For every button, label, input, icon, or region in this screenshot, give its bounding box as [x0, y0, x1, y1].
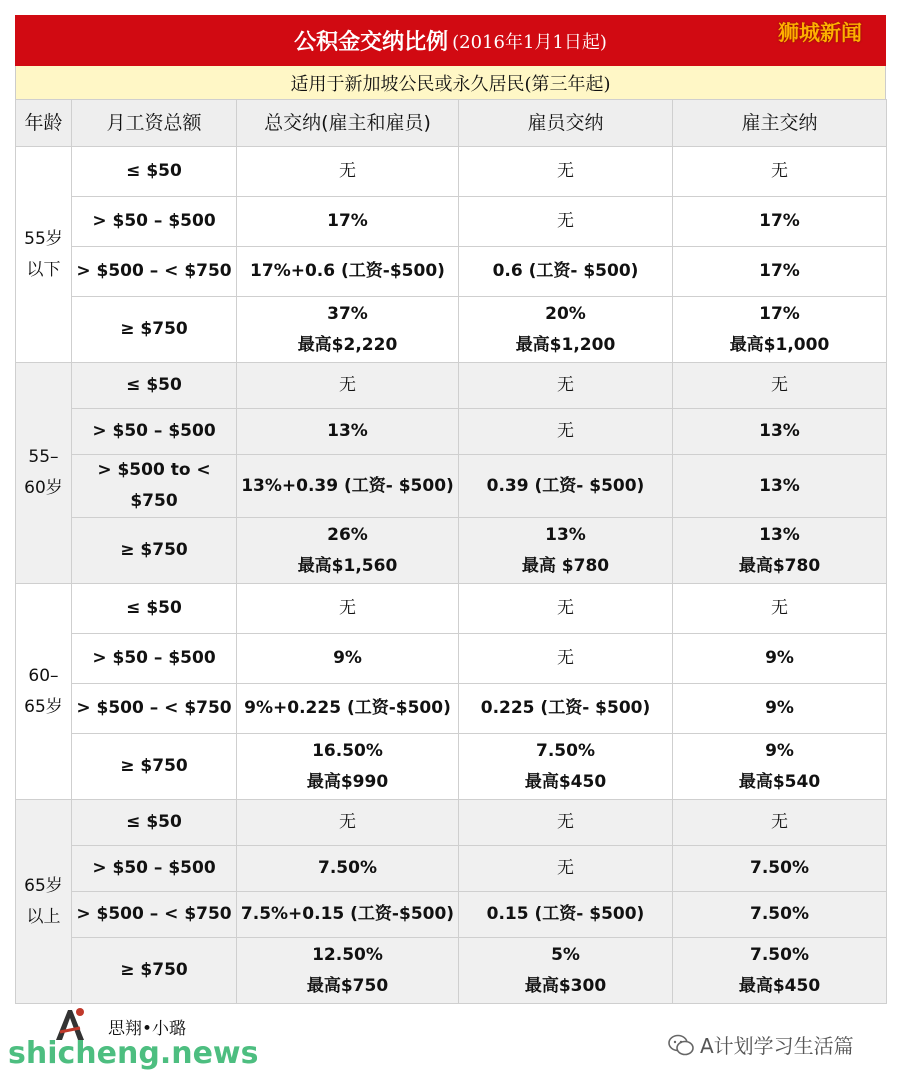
header-employee: 雇员交纳: [459, 100, 673, 147]
table-row: [16, 409, 887, 455]
wage-cell: > $500 – < $750: [72, 247, 237, 297]
table-row: [16, 734, 887, 800]
total-value: 最高$1,560: [297, 555, 398, 576]
table-row: [16, 247, 887, 297]
employer-value: 9%: [765, 698, 794, 718]
age-group: [16, 800, 887, 1004]
age-group: [16, 363, 887, 584]
employer-value: 9%: [765, 648, 794, 668]
employer-cell: [673, 684, 887, 734]
age-group: [16, 584, 887, 800]
employer-cell: [673, 518, 887, 584]
total-cell: [237, 634, 459, 684]
employer-cell: [673, 455, 887, 518]
employer-cell: [673, 247, 887, 297]
total-cell: [237, 892, 459, 938]
employee-value: 无: [557, 211, 574, 231]
total-value: 无: [339, 812, 356, 832]
total-value: 最高$2,220: [297, 334, 398, 355]
footer-signature: 思翔•小璐: [108, 1019, 187, 1039]
employee-value: 7.50%: [536, 740, 595, 761]
wage-cell: > $500 – < $750: [72, 684, 237, 734]
employee-cell: [459, 734, 673, 800]
employer-value: 7.50%: [750, 858, 809, 878]
wage-cell: ≤ $50: [72, 584, 237, 634]
age-cell: [16, 147, 72, 363]
total-value: 12.50%: [312, 944, 383, 965]
employer-cell: [673, 147, 887, 197]
total-cell: [237, 455, 459, 518]
employer-cell: [673, 197, 887, 247]
site-watermark: shicheng.news: [8, 1036, 259, 1071]
age-label: 60–: [28, 665, 59, 686]
employer-value: 无: [771, 812, 788, 832]
employee-cell: [459, 247, 673, 297]
employee-cell: [459, 297, 673, 363]
total-cell: [237, 363, 459, 409]
wechat-account-name: A计划学习生活篇: [700, 1034, 854, 1058]
wage-cell: > $50 – $500: [72, 846, 237, 892]
employee-cell: [459, 197, 673, 247]
wage-cell: > $50 – $500: [72, 409, 237, 455]
table-title-bar: [15, 15, 886, 66]
employee-value: 20%: [545, 303, 586, 324]
employee-value: 无: [557, 375, 574, 395]
age-label: 以上: [26, 906, 61, 927]
total-value: 17%: [327, 211, 368, 231]
total-value: 最高$990: [306, 771, 389, 792]
table-row: [16, 197, 887, 247]
age-cell: [16, 363, 72, 584]
employer-cell: [673, 363, 887, 409]
table-row: [16, 892, 887, 938]
age-label: 65岁: [24, 875, 63, 896]
total-cell: [237, 247, 459, 297]
total-value: 9%: [333, 648, 362, 668]
total-value: 7.50%: [318, 858, 377, 878]
employer-value: 13%: [759, 524, 800, 545]
employee-cell: [459, 147, 673, 197]
header-row: [16, 100, 887, 147]
total-cell: [237, 409, 459, 455]
age-cell: [16, 800, 72, 1004]
employer-cell: [673, 297, 887, 363]
employee-cell: [459, 846, 673, 892]
total-value: 9%+0.225 (工资-$500): [244, 698, 451, 718]
employer-value: 无: [771, 161, 788, 181]
table-row: [16, 297, 887, 363]
employer-value: 最高$1,000: [729, 334, 830, 355]
age-label: 65岁: [24, 696, 63, 717]
wage-cell: > $50 – $500: [72, 634, 237, 684]
employer-cell: [673, 634, 887, 684]
header-total: 总交纳(雇主和雇员): [237, 100, 459, 147]
table-title: 公积金交纳比例: [294, 30, 449, 55]
total-cell: [237, 800, 459, 846]
employer-cell: [673, 734, 887, 800]
table-row: [16, 584, 887, 634]
employee-value: 无: [557, 648, 574, 668]
employee-cell: [459, 518, 673, 584]
table-row: [16, 455, 887, 518]
total-value: 17%+0.6 (工资-$500): [250, 261, 445, 281]
wechat-account: [668, 1030, 854, 1059]
total-cell: [237, 297, 459, 363]
employee-cell: [459, 800, 673, 846]
employee-value: 最高$1,200: [515, 334, 616, 355]
total-value: 26%: [327, 524, 368, 545]
wage-cell: ≤ $50: [72, 147, 237, 197]
employee-value: 最高 $780: [521, 555, 610, 576]
employer-value: 最高$780: [738, 555, 821, 576]
brand-label: 狮城新闻: [778, 21, 862, 45]
table-row: [16, 147, 887, 197]
employee-cell: [459, 409, 673, 455]
employee-cell: [459, 363, 673, 409]
employee-value: 无: [557, 858, 574, 878]
total-cell: [237, 938, 459, 1004]
wage-cell: ≥ $750: [72, 734, 237, 800]
total-value: 13%+0.39 (工资- $500): [241, 475, 454, 496]
wage-cell: ≥ $750: [72, 938, 237, 1004]
employer-value: 13%: [759, 421, 800, 441]
employer-value: 无: [771, 375, 788, 395]
employee-value: 0.6 (工资- $500): [492, 261, 639, 281]
wage-cell: > $500 – < $750: [72, 892, 237, 938]
table-row: [16, 684, 887, 734]
table-row: [16, 518, 887, 584]
wage-cell: ≤ $50: [72, 363, 237, 409]
table-row: [16, 846, 887, 892]
total-value: 16.50%: [312, 740, 383, 761]
table-row: [16, 634, 887, 684]
employee-value: 0.225 (工资- $500): [480, 698, 651, 718]
employee-cell: [459, 684, 673, 734]
total-value: 最高$750: [306, 975, 389, 996]
wage-cell: ≥ $750: [72, 518, 237, 584]
wage-cell: ≤ $50: [72, 800, 237, 846]
employer-value: 17%: [759, 303, 800, 324]
total-value: 13%: [327, 421, 368, 441]
employee-value: 5%: [551, 944, 580, 965]
employee-cell: [459, 938, 673, 1004]
employee-cell: [459, 584, 673, 634]
total-cell: [237, 846, 459, 892]
employee-cell: [459, 892, 673, 938]
age-label: 55岁: [24, 228, 63, 249]
age-label: 以下: [26, 259, 61, 280]
employer-cell: [673, 800, 887, 846]
total-cell: [237, 584, 459, 634]
total-cell: [237, 734, 459, 800]
age-group: [16, 147, 887, 363]
employee-value: 13%: [545, 524, 586, 545]
total-cell: [237, 147, 459, 197]
total-cell: [237, 684, 459, 734]
employee-value: 0.39 (工资- $500): [486, 475, 645, 496]
age-cell: [16, 584, 72, 800]
employee-cell: [459, 634, 673, 684]
employer-value: 7.50%: [750, 944, 809, 965]
age-label: 55–: [28, 447, 59, 467]
header-employer: 雇主交纳: [673, 100, 887, 147]
table-title-date: (2016年1月1日起): [452, 31, 607, 53]
employer-cell: [673, 892, 887, 938]
employer-cell: [673, 584, 887, 634]
total-cell: [237, 518, 459, 584]
employee-value: 最高$300: [524, 975, 607, 996]
table-row: [16, 800, 887, 846]
employer-cell: [673, 846, 887, 892]
employee-value: 无: [557, 421, 574, 441]
header-wage: 月工资总额: [72, 100, 237, 147]
total-value: 无: [339, 161, 356, 181]
employer-value: 7.50%: [750, 904, 809, 924]
table-row: [16, 363, 887, 409]
employer-value: 9%: [765, 740, 794, 761]
employee-value: 最高$450: [524, 771, 607, 792]
employee-value: 无: [557, 812, 574, 832]
table-subtitle: 适用于新加坡公民或永久居民(第三年起): [15, 66, 886, 99]
employee-cell: [459, 455, 673, 518]
wage-cell: > $500 to < $750: [72, 455, 237, 518]
total-value: 无: [339, 598, 356, 618]
wechat-icon: [668, 1034, 694, 1056]
employee-value: 0.15 (工资- $500): [486, 904, 645, 924]
employer-value: 13%: [759, 475, 800, 496]
total-value: 37%: [327, 303, 368, 324]
employer-value: 最高$450: [738, 975, 821, 996]
employer-value: 17%: [759, 261, 800, 281]
employer-value: 无: [771, 598, 788, 618]
employer-value: 最高$540: [738, 771, 821, 792]
employer-cell: [673, 938, 887, 1004]
employee-value: 无: [557, 161, 574, 181]
employee-value: 无: [557, 598, 574, 618]
header-age: 年龄: [16, 100, 72, 147]
total-cell: [237, 197, 459, 247]
employer-cell: [673, 409, 887, 455]
employer-value: 17%: [759, 211, 800, 231]
cpf-rate-table: [15, 99, 887, 1004]
wage-cell: ≥ $750: [72, 297, 237, 363]
total-value: 7.5%+0.15 (工资-$500): [240, 904, 455, 924]
total-value: 无: [339, 375, 356, 395]
age-label: 60岁: [24, 478, 63, 498]
table-row: [16, 938, 887, 1004]
wage-cell: > $50 – $500: [72, 197, 237, 247]
